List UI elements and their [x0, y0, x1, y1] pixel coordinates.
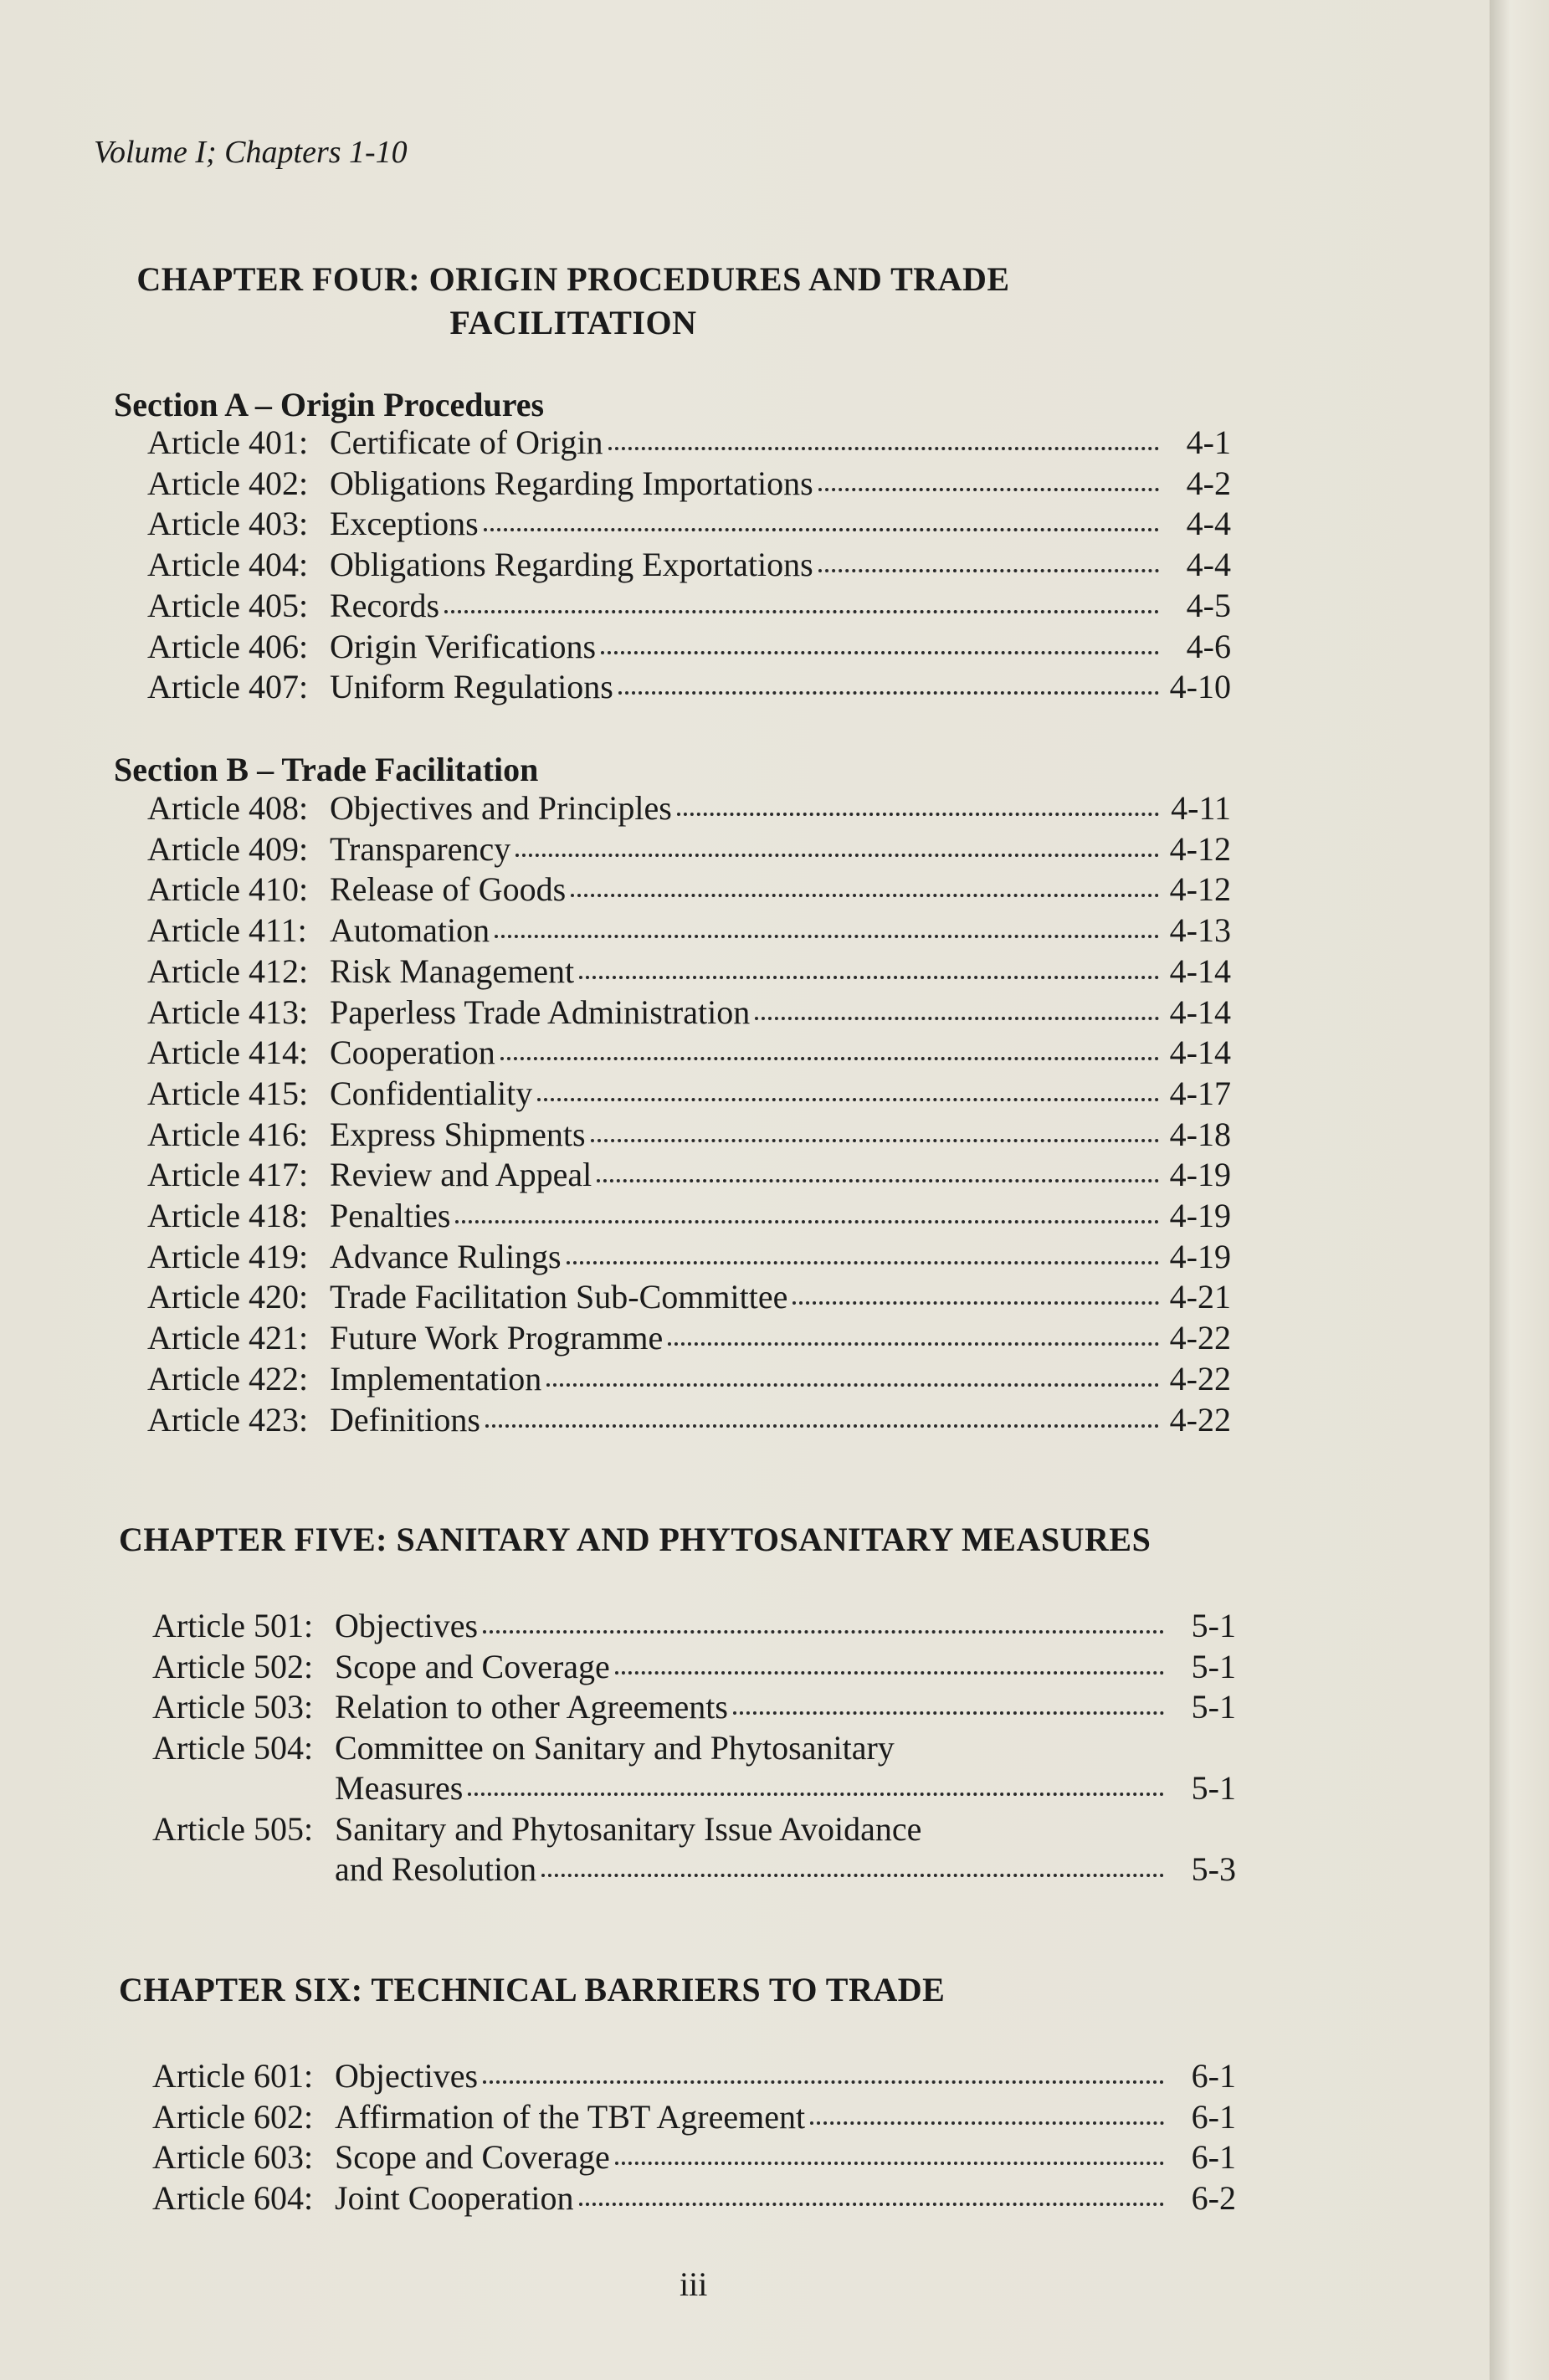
toc-entry [147, 869, 1231, 910]
leader-dots [618, 691, 1159, 695]
leader-dots [485, 1424, 1159, 1428]
leader-dots [615, 2162, 1164, 2165]
article-number: Article 420: [147, 1278, 309, 1316]
article-title: Cooperation [330, 1034, 495, 1072]
toc-entry [152, 1727, 1236, 1769]
toc-entry [147, 1236, 1231, 1278]
page-reference: 4-22 [1169, 1400, 1231, 1439]
article-number: Article 404: [147, 546, 309, 584]
page-reference: 5-1 [1191, 1688, 1236, 1726]
article-number: Article 410: [147, 870, 309, 909]
page-reference: 5-1 [1191, 1647, 1236, 1685]
leader-dots [597, 1179, 1159, 1182]
article-title: Express Shipments [330, 1115, 586, 1153]
toc-entry [147, 503, 1231, 545]
leader-dots [571, 894, 1159, 897]
leader-dots [579, 2203, 1164, 2206]
article-number: Article 418: [147, 1197, 309, 1234]
leader-dots [591, 1139, 1159, 1142]
article-number: Article 417: [147, 1156, 309, 1194]
toc-entry [147, 828, 1231, 870]
toc-entry [147, 1154, 1231, 1196]
page-reference: 4-14 [1169, 951, 1231, 990]
leader-dots [615, 1671, 1164, 1675]
toc-entry [147, 544, 1231, 586]
leader-dots [468, 1793, 1164, 1796]
leader-dots [810, 2121, 1164, 2125]
article-title: Affirmation of the TBT Agreement [335, 2097, 806, 2136]
leader-dots [483, 2080, 1164, 2084]
article-number: Article 422: [147, 1359, 309, 1398]
article-number: Article 406: [147, 627, 309, 665]
leader-dots [579, 976, 1159, 979]
article-number: Article 403: [147, 505, 309, 543]
leader-dots [755, 1017, 1159, 1020]
article-number: Article 603: [152, 2138, 314, 2176]
article-title: Trade Facilitation Sub-Committee [330, 1278, 788, 1316]
article-title: Definitions [330, 1400, 480, 1439]
article-title: Objectives [335, 1607, 479, 1644]
article-title: Objectives and Principles [330, 789, 672, 827]
article-title: Objectives [335, 2057, 479, 2095]
page-reference: 4-19 [1169, 1197, 1231, 1234]
article-number: Article 416: [147, 1115, 309, 1153]
leader-dots [444, 610, 1159, 613]
article-title: Transparency [330, 829, 511, 868]
article-number: Article 407: [147, 668, 309, 706]
toc-entry [147, 422, 1231, 464]
toc-entry [147, 1317, 1231, 1359]
toc-entry [152, 1605, 1236, 1647]
article-title: Paperless Trade Administration [330, 993, 751, 1031]
article-number: Article 601: [152, 2057, 314, 2095]
toc-entry [152, 2177, 1236, 2219]
toc-entry [152, 1646, 1236, 1688]
article-number: Article 411: [147, 911, 307, 950]
article-number: Article 501: [152, 1607, 314, 1644]
article-title: Joint Cooperation [335, 2178, 574, 2217]
leader-dots [483, 1630, 1164, 1634]
article-number: Article 414: [147, 1034, 309, 1072]
article-title: Obligations Regarding Exportations [330, 546, 813, 584]
page-reference: 4-14 [1169, 1034, 1231, 1072]
leader-dots [677, 813, 1159, 816]
toc-entry [152, 2096, 1236, 2138]
section-a-title: Section A – Origin Procedures [114, 386, 545, 423]
page-reference: 4-2 [1186, 464, 1231, 502]
article-title: Origin Verifications [330, 627, 597, 665]
leader-dots [608, 447, 1159, 450]
running-header: Volume I; Chapters 1-10 [94, 135, 408, 170]
article-title: Scope and Coverage [335, 1647, 610, 1685]
leader-dots [668, 1342, 1159, 1346]
toc-entry-continuation [335, 1767, 1236, 1809]
page-reference: 5-1 [1191, 1607, 1236, 1644]
article-number: Article 419: [147, 1237, 309, 1275]
leader-dots [567, 1261, 1159, 1264]
page-number: iii [680, 2265, 708, 2303]
article-number: Article 408: [147, 789, 309, 827]
toc-entry [147, 1195, 1231, 1237]
page-reference: 4-21 [1169, 1278, 1231, 1316]
leader-dots [495, 935, 1159, 938]
page-reference: 4-19 [1169, 1237, 1231, 1275]
article-number: Article 409: [147, 829, 309, 868]
page-reference: 4-14 [1169, 993, 1231, 1031]
chapter-four-title-line1: CHAPTER FOUR: ORIGIN PROCEDURES AND TRADE [136, 260, 1010, 298]
toc-entry-continuation [335, 1849, 1236, 1890]
article-number: Article 502: [152, 1647, 314, 1685]
page-reference: 4-18 [1169, 1115, 1231, 1153]
article-title: Certificate of Origin [330, 423, 603, 461]
page-reference: 4-10 [1169, 668, 1231, 706]
page-reference: 4-12 [1169, 870, 1231, 909]
toc-entry [147, 1358, 1231, 1400]
article-title: Sanitary and Phytosanitary Issue Avoidance [335, 1809, 922, 1848]
leader-dots [541, 1874, 1164, 1877]
article-number: Article 412: [147, 951, 309, 990]
page-reference: 6-1 [1191, 2138, 1236, 2176]
page-reference: 5-3 [1191, 1850, 1236, 1888]
leader-dots [537, 1098, 1159, 1101]
article-number: Article 505: [152, 1809, 314, 1848]
article-title: Records [330, 586, 440, 624]
page-reference: 4-1 [1186, 423, 1231, 461]
article-title: Review and Appeal [330, 1156, 592, 1194]
page-binding-edge [1490, 0, 1549, 2380]
article-title: Release of Goods [330, 870, 567, 909]
page-reference: 4-5 [1186, 586, 1231, 624]
toc-entry [152, 1686, 1236, 1728]
article-number: Article 602: [152, 2097, 314, 2136]
article-title: Committee on Sanitary and Phytosanitary [335, 1728, 895, 1767]
article-title: Scope and Coverage [335, 2138, 610, 2176]
toc-entry [147, 951, 1231, 993]
article-title: Future Work Programme [330, 1319, 664, 1357]
leader-dots [484, 528, 1159, 531]
page-reference: 4-12 [1169, 829, 1231, 868]
page-reference: 4-11 [1171, 789, 1231, 827]
article-number: Article 401: [147, 423, 309, 461]
leader-dots [733, 1711, 1164, 1715]
toc-entry [147, 626, 1231, 668]
article-title: Penalties [330, 1197, 451, 1234]
toc-entry [147, 1032, 1231, 1074]
article-number: Article 402: [147, 464, 309, 502]
page-reference: 4-19 [1169, 1156, 1231, 1194]
leader-dots [601, 651, 1159, 654]
toc-entry [147, 1276, 1231, 1318]
article-title-continued: and Resolution [335, 1850, 537, 1888]
toc-entry [147, 1399, 1231, 1441]
article-title: Automation [330, 911, 490, 950]
article-title: Relation to other Agreements [335, 1688, 728, 1726]
toc-entry [147, 1073, 1231, 1115]
article-number: Article 503: [152, 1688, 314, 1726]
toc-entry [147, 463, 1231, 505]
toc-entry [147, 910, 1231, 951]
page-reference: 4-4 [1186, 505, 1231, 543]
article-title: Advance Rulings [330, 1237, 562, 1275]
toc-entry [152, 2136, 1236, 2178]
article-title: Uniform Regulations [330, 668, 613, 706]
article-number: Article 413: [147, 993, 309, 1031]
page-reference: 4-4 [1186, 546, 1231, 584]
article-title: Exceptions [330, 505, 479, 543]
page-reference: 6-1 [1191, 2097, 1236, 2136]
toc-entry [147, 787, 1231, 829]
article-number: Article 421: [147, 1319, 309, 1357]
chapter-six-title: CHAPTER SIX: TECHNICAL BARRIERS TO TRADE [119, 1971, 946, 2008]
leader-dots [818, 569, 1159, 572]
page-reference: 4-22 [1169, 1359, 1231, 1398]
page-reference: 5-1 [1191, 1769, 1236, 1807]
leader-dots [792, 1301, 1159, 1305]
leader-dots [546, 1383, 1159, 1387]
page-reference: 4-6 [1186, 627, 1231, 665]
page-reference: 4-13 [1169, 911, 1231, 950]
leader-dots [455, 1220, 1159, 1223]
toc-entry [152, 1808, 1236, 1850]
section-b-title: Section B – Trade Facilitation [114, 751, 539, 788]
article-number: Article 423: [147, 1400, 309, 1439]
article-title: Confidentiality [330, 1074, 533, 1112]
toc-entry [147, 666, 1231, 708]
toc-entry [152, 2055, 1236, 2097]
chapter-five-title: CHAPTER FIVE: SANITARY AND PHYTOSANITARY MEASURES [119, 1521, 1151, 1558]
article-number: Article 604: [152, 2178, 314, 2217]
chapter-four-title-line2: FACILITATION [449, 304, 697, 341]
leader-dots [515, 854, 1159, 857]
page-reference: 6-2 [1191, 2178, 1236, 2217]
article-title: Implementation [330, 1359, 542, 1398]
article-number: Article 415: [147, 1074, 309, 1112]
leader-dots [500, 1057, 1159, 1060]
leader-dots [818, 488, 1159, 491]
toc-entry [147, 585, 1231, 627]
chapter-four-title [113, 258, 1034, 345]
page-reference: 6-1 [1191, 2057, 1236, 2095]
page-reference: 4-22 [1169, 1319, 1231, 1357]
toc-entry [147, 992, 1231, 1034]
article-title: Risk Management [330, 951, 575, 990]
article-number: Article 405: [147, 586, 309, 624]
article-title: Obligations Regarding Importations [330, 464, 813, 502]
page-reference: 4-17 [1169, 1074, 1231, 1112]
article-number: Article 504: [152, 1728, 314, 1767]
toc-entry [147, 1114, 1231, 1156]
article-title-continued: Measures [335, 1769, 464, 1807]
